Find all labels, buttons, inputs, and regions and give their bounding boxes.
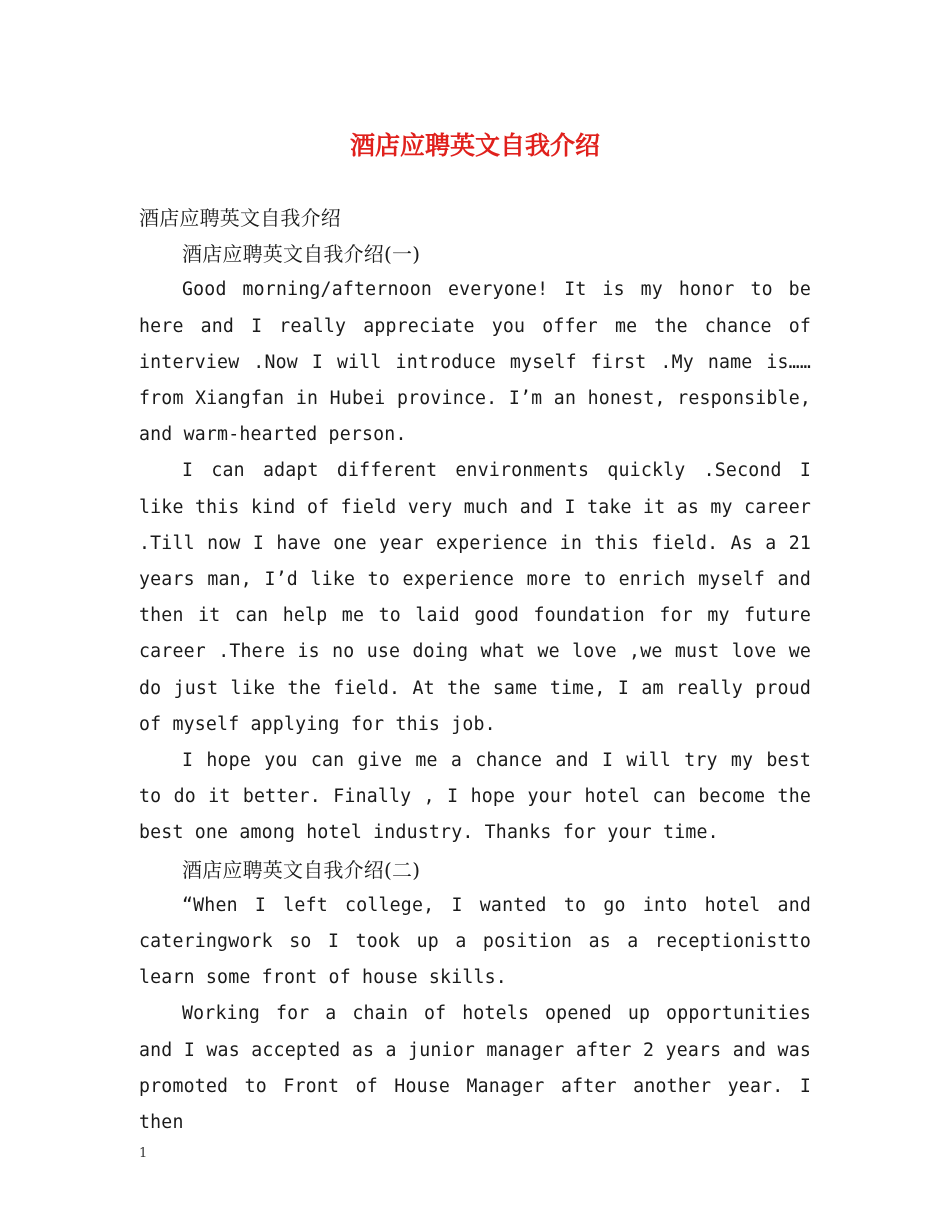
section-heading-2: 酒店应聘英文自我介绍(二) xyxy=(182,857,421,882)
document-subtitle: 酒店应聘英文自我介绍 xyxy=(139,206,341,230)
page-number: 1 xyxy=(139,1146,148,1161)
paragraph: Good morning/afternoon everyone! It is my honor to be here and I really appreciate you offer me the chance of interview .Now I will introduce myself first .My name is…… from Xiangfan in Hubei province. I’m an honest, responsible, and warm-hearted person. xyxy=(139,279,811,446)
document-title: 酒店应聘英文自我介绍 xyxy=(349,131,600,160)
document-body xyxy=(139,200,811,1141)
paragraph: “When I left college, I wanted to go into hotel and cateringwork so I took up a position as a receptionistto learn some front of house skills. xyxy=(139,894,811,989)
section-heading-1: 酒店应聘英文自我介绍(一) xyxy=(182,242,421,267)
paragraph: I can adapt different environments quickly .Second I like this kind of field very much and I take it as my career .Till now I have one year experience in this field. As a 21 years man, I’d like to experience more to enrich myself and then it can help me to laid good foundation for my future career .There is no use doing what we love ,we must love we do just like the field. At the same time, I am really proud of myself applying for this job. xyxy=(139,460,811,735)
paragraph: Working for a chain of hotels opened up opportunities and I was accepted as a junior manager after 2 years and was promoted to Front of House Manager after another year. I then xyxy=(139,1003,811,1134)
paragraph: I hope you can give me a chance and I will try my best to do it better. Finally , I hope your hotel can become the best one among hotel industry. Thanks for your time. xyxy=(139,750,811,844)
